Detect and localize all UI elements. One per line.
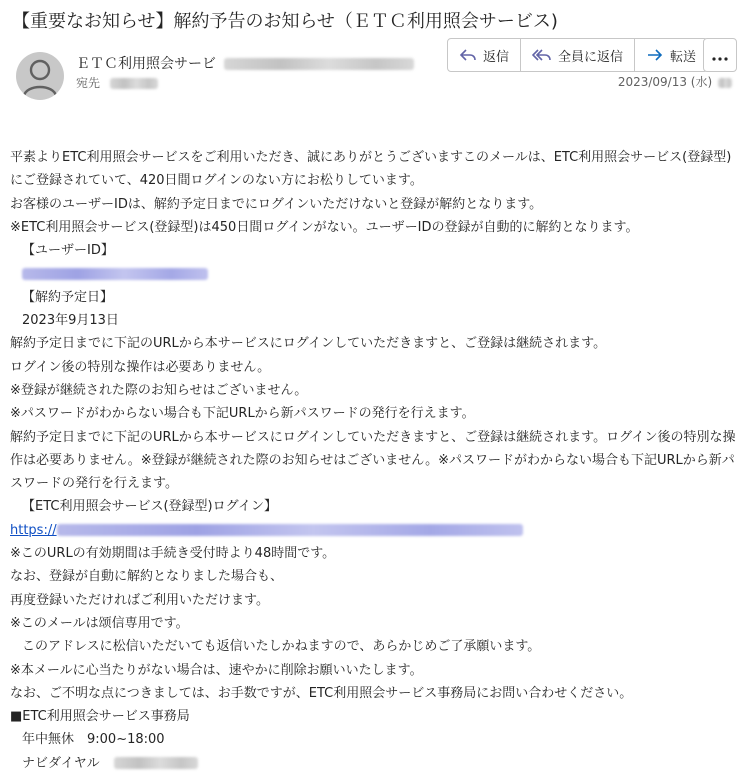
reply-button[interactable] xyxy=(448,39,520,71)
recipient-line xyxy=(76,74,158,92)
sender xyxy=(76,54,414,74)
forward-button[interactable] xyxy=(634,39,707,71)
body-paragraph: ※本メールに心当たりがない場合は、速やかに削除お願いいたします。 xyxy=(10,662,423,678)
email-body xyxy=(10,146,736,775)
date-text: 2023/09/13 (水) xyxy=(617,75,713,89)
redacted-recipient xyxy=(110,78,158,89)
navi-dial-label: ナビダイヤル xyxy=(22,755,100,771)
redacted-phone xyxy=(114,757,198,769)
more-options-button[interactable] xyxy=(703,38,737,72)
login-label: 【ETC利用照会サービス(登録型)ログイン】 xyxy=(22,499,277,515)
body-paragraph: ログイン後の特別な操作は必要ありません。 xyxy=(10,359,271,375)
navi-dial xyxy=(10,752,736,775)
received-date xyxy=(618,73,732,91)
forward-label: 転送 xyxy=(670,49,697,65)
message-actions xyxy=(447,38,708,72)
body-paragraph: ※登録が継続された際のお知らせはございません。 xyxy=(10,382,308,398)
login-url[interactable] xyxy=(10,519,736,542)
body-paragraph: なお、登録が自動に解約となりました場合も、 xyxy=(10,569,284,585)
body-paragraph: ※ETC利用照会サービス(登録型)は450日間ログインがない。ユーザーIDの登録が自動的に解約となります。 xyxy=(10,219,639,235)
user-id-label: 【ユーザーID】 xyxy=(22,243,114,259)
body-paragraph: ※パスワードがわからない場合も下記URLから新パスワードの発行を行えます。 xyxy=(10,406,475,422)
redacted-time xyxy=(718,78,732,88)
redacted-url xyxy=(57,524,523,536)
body-paragraph: ※このURLの有効期間は手続き受付時より48時間です。 xyxy=(10,546,336,562)
reply-all-button[interactable] xyxy=(520,39,634,71)
body-paragraph: 解約予定日までに下記のURLから本サービスにログインしていただきますと、ご登録は継続されます。ログイン後の特別な操作は必要ありません。※登録が継続された際のお知らせはございません。※パスワードがわからない場合も下記URLから新パスワードの発行を行えます。 xyxy=(10,429,736,492)
reply-arrow-icon xyxy=(459,47,477,63)
body-paragraph: このアドレスに松信いただいても返信いたしかねますので、あらかじめご了承願います。 xyxy=(22,639,541,655)
to-label: 宛先 xyxy=(76,76,101,90)
reply-all-arrow-icon xyxy=(532,47,552,63)
body-paragraph: お客様のユーザーIDは、解約予定日までにログインいただけないと登録が解約となります。 xyxy=(10,196,543,212)
office-hours: 年中無休 9:00~18:00 xyxy=(22,732,165,748)
body-paragraph: 再度登録いただければご利用いただけます。 xyxy=(10,592,269,608)
redacted-sender-address xyxy=(224,58,414,70)
redacted-user-id xyxy=(22,268,208,280)
body-paragraph: ※このメールは颂信専用です。 xyxy=(10,615,189,631)
reply-label: 返信 xyxy=(483,49,510,65)
office-name: ■ETC利用照会サービス事務局 xyxy=(10,709,190,725)
sender-name: ＥＴＣ利用照会サービ xyxy=(76,56,216,72)
cancel-date-label: 【解約予定日】 xyxy=(22,289,114,305)
person-icon xyxy=(16,52,64,100)
email-subject: 【重要なお知らせ】解約予告のお知らせ（ＥＴＣ利用照会サービス) xyxy=(12,11,558,32)
body-paragraph: なお、ご不明な点につきましては、お手数ですが、ETC利用照会サービス事務局にお問い合わせください。 xyxy=(10,685,633,701)
more-dots-icon xyxy=(712,46,728,65)
login-url-link[interactable]: https:// xyxy=(10,522,57,538)
user-id-value xyxy=(10,262,736,285)
forward-arrow-icon xyxy=(646,47,664,63)
body-paragraph: 平素よりETC利用照会サービスをご利用いただき、誠にありがとうございますこのメールは、ETC利用照会サービス(登録型)にご登録されていて、420日間ログインのない方にお松りしています。 xyxy=(10,150,732,189)
body-paragraph: 解約予定日までに下記のURLから本サービスにログインしていただきますと、ご登録は継続されます。 xyxy=(10,336,607,352)
reply-all-label: 全員に返信 xyxy=(558,49,624,65)
cancel-date: 2023年9月13日 xyxy=(22,313,119,329)
